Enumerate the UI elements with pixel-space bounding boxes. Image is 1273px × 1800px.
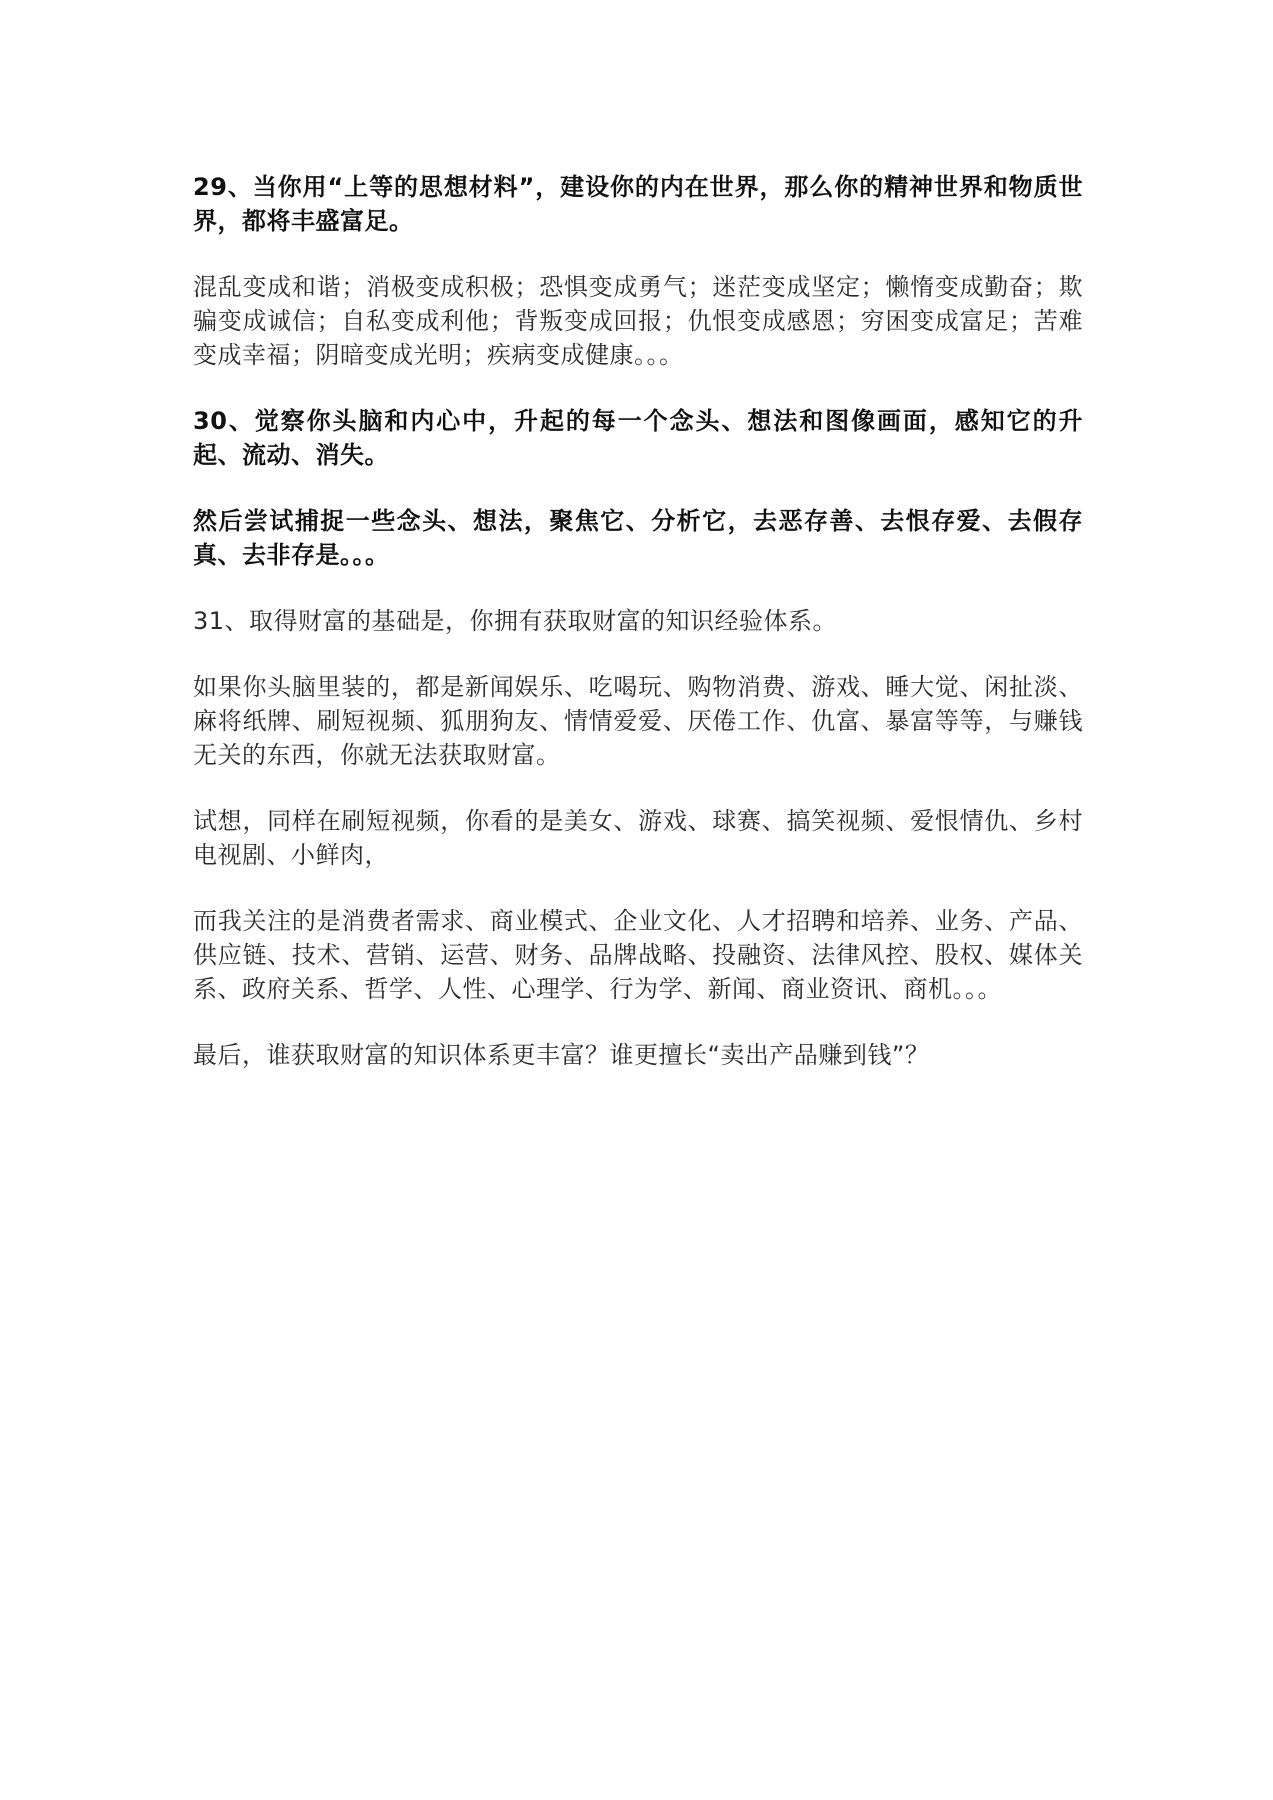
paragraph-29-list: 混乱变成和谐；消极变成积极；恐惧变成勇气；迷茫变成坚定；懒惰变成勤奋；欺骗变成诚信；自私变成利他；背叛变成回报；仇恨变成感恩；穷困变成富足；苦难变成幸福；阴暗变成光明；疾病变成健康。。。 (193, 273, 1083, 369)
paragraph-31-focus: 而我关注的是消费者需求、商业模式、企业文化、人才招聘和培养、业务、产品、供应链、技术、营销、运营、财务、品牌战略、投融资、法律风控、股权、媒体关系、政府关系、哲学、人性、心理学、行为学、新闻、商业资讯、商机。。。 (193, 907, 1083, 1003)
document-body (193, 170, 1083, 1104)
paragraph-31-conclusion: 最后，谁获取财富的知识体系更丰富？谁更擅长“卖出产品赚到钱”？ (193, 1041, 930, 1069)
paragraph-31-heading: 31、取得财富的基础是，你拥有获取财富的知识经验体系。 (193, 607, 838, 635)
paragraph-31-comparison: 试想，同样在刷短视频，你看的是美女、游戏、球赛、搞笑视频、爱恨情仇、乡村电视剧、小鲜肉， (193, 807, 1083, 869)
paragraph-31-example: 如果你头脑里装的，都是新闻娱乐、吃喝玩、购物消费、游戏、睡大觉、闲扯淡、麻将纸牌、刷短视频、狐朋狗友、情情爱爱、厌倦工作、仇富、暴富等等，与赚钱无关的东西，你就无法获取财富。 (193, 673, 1083, 769)
paragraph-30-heading: 30、觉察你头脑和内心中，升起的每一个念头、想法和图像画面，感知它的升起、流动、消失。 (193, 407, 1083, 469)
paragraph-29-heading: 29、当你用“上等的思想材料”，建设你的内在世界，那么你的精神世界和物质世界，都将丰盛富足。 (193, 173, 1083, 235)
paragraph-30-detail: 然后尝试捕捉一些念头、想法，聚焦它、分析它，去恶存善、去恨存爱、去假存真、去非存是。。。 (193, 507, 1083, 569)
